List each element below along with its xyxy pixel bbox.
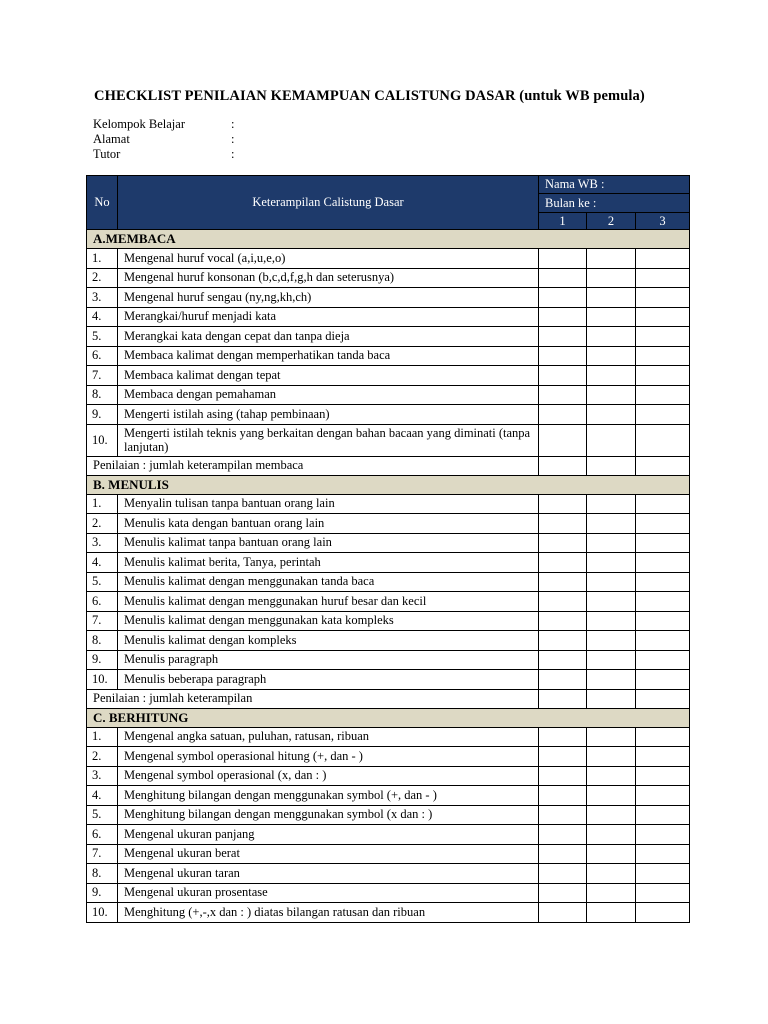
check-cell-month-1[interactable] bbox=[539, 268, 587, 288]
check-cell-month-1[interactable] bbox=[539, 611, 587, 631]
check-cell-month-3[interactable] bbox=[636, 405, 690, 425]
table-row bbox=[87, 592, 690, 612]
check-cell-month-3[interactable] bbox=[636, 864, 690, 884]
check-cell-month-3[interactable] bbox=[636, 553, 690, 573]
penilaian-cell-month-3[interactable] bbox=[636, 689, 690, 708]
check-cell-month-2[interactable] bbox=[587, 786, 636, 806]
item-number: 4. bbox=[87, 553, 118, 573]
table-row bbox=[87, 327, 690, 347]
item-number: 7. bbox=[87, 611, 118, 631]
item-skill-text: Mengerti istilah asing (tahap pembinaan) bbox=[118, 405, 539, 425]
table-row bbox=[87, 747, 690, 767]
item-skill-text: Menulis beberapa paragraph bbox=[118, 670, 539, 690]
check-cell-month-1[interactable] bbox=[539, 327, 587, 347]
check-cell-month-1[interactable] bbox=[539, 249, 587, 269]
check-cell-month-1[interactable] bbox=[539, 825, 587, 845]
check-cell-month-3[interactable] bbox=[636, 903, 690, 923]
item-number: 5. bbox=[87, 805, 118, 825]
table-row bbox=[87, 903, 690, 923]
table-row bbox=[87, 268, 690, 288]
section-header-row bbox=[87, 230, 690, 249]
check-cell-month-3[interactable] bbox=[636, 650, 690, 670]
item-skill-text: Menulis kalimat dengan menggunakan huruf besar dan kecil bbox=[118, 592, 539, 612]
table-row bbox=[87, 514, 690, 534]
item-skill-text: Menulis kalimat berita, Tanya, perintah bbox=[118, 553, 539, 573]
item-skill-text: Merangkai/huruf menjadi kata bbox=[118, 307, 539, 327]
check-cell-month-2[interactable] bbox=[587, 424, 636, 456]
penilaian-row bbox=[87, 689, 690, 708]
item-number: 9. bbox=[87, 883, 118, 903]
check-cell-month-3[interactable] bbox=[636, 533, 690, 553]
check-cell-month-2[interactable] bbox=[587, 883, 636, 903]
item-number: 3. bbox=[87, 533, 118, 553]
item-skill-text: Menulis kata dengan bantuan orang lain bbox=[118, 514, 539, 534]
check-cell-month-1[interactable] bbox=[539, 727, 587, 747]
check-cell-month-2[interactable] bbox=[587, 766, 636, 786]
check-cell-month-3[interactable] bbox=[636, 249, 690, 269]
check-cell-month-3[interactable] bbox=[636, 327, 690, 347]
check-cell-month-3[interactable] bbox=[636, 825, 690, 845]
item-skill-text: Mengenal ukuran taran bbox=[118, 864, 539, 884]
table-row bbox=[87, 805, 690, 825]
item-skill-text: Menulis paragraph bbox=[118, 650, 539, 670]
check-cell-month-1[interactable] bbox=[539, 514, 587, 534]
check-cell-month-3[interactable] bbox=[636, 883, 690, 903]
check-cell-month-3[interactable] bbox=[636, 366, 690, 386]
check-cell-month-1[interactable] bbox=[539, 572, 587, 592]
table-row bbox=[87, 864, 690, 884]
check-cell-month-3[interactable] bbox=[636, 288, 690, 308]
check-cell-month-2[interactable] bbox=[587, 288, 636, 308]
check-cell-month-3[interactable] bbox=[636, 844, 690, 864]
check-cell-month-3[interactable] bbox=[636, 727, 690, 747]
table-row bbox=[87, 385, 690, 405]
table-row bbox=[87, 844, 690, 864]
check-cell-month-2[interactable] bbox=[587, 864, 636, 884]
check-cell-month-2[interactable] bbox=[587, 611, 636, 631]
check-cell-month-1[interactable] bbox=[539, 533, 587, 553]
check-cell-month-1[interactable] bbox=[539, 631, 587, 651]
meta-row-alamat bbox=[93, 132, 235, 147]
check-cell-month-3[interactable] bbox=[636, 424, 690, 456]
item-number: 10. bbox=[87, 670, 118, 690]
check-cell-month-1[interactable] bbox=[539, 385, 587, 405]
table-body bbox=[87, 230, 690, 923]
item-skill-text: Menulis kalimat dengan kompleks bbox=[118, 631, 539, 651]
check-cell-month-3[interactable] bbox=[636, 346, 690, 366]
item-number: 7. bbox=[87, 844, 118, 864]
check-cell-month-1[interactable] bbox=[539, 424, 587, 456]
document-title: CHECKLIST PENILAIAN KEMAMPUAN CALISTUNG DASAR (untuk WB pemula) bbox=[94, 88, 645, 104]
item-skill-text: Mengenal huruf sengau (ny,ng,kh,ch) bbox=[118, 288, 539, 308]
table-row bbox=[87, 631, 690, 651]
check-cell-month-2[interactable] bbox=[587, 533, 636, 553]
penilaian-cell-month-1[interactable] bbox=[539, 689, 587, 708]
item-number: 5. bbox=[87, 327, 118, 347]
item-number: 3. bbox=[87, 766, 118, 786]
check-cell-month-2[interactable] bbox=[587, 346, 636, 366]
check-cell-month-2[interactable] bbox=[587, 747, 636, 767]
penilaian-cell-month-2[interactable] bbox=[587, 689, 636, 708]
item-skill-text: Mengenal symbol operasional (x, dan : ) bbox=[118, 766, 539, 786]
penilaian-row bbox=[87, 456, 690, 475]
item-skill-text: Mengenal ukuran panjang bbox=[118, 825, 539, 845]
penilaian-cell-month-2[interactable] bbox=[587, 456, 636, 475]
check-cell-month-1[interactable] bbox=[539, 494, 587, 514]
item-skill-text: Mengenal huruf konsonan (b,c,d,f,g,h dan seterusnya) bbox=[118, 268, 539, 288]
meta-label: Tutor bbox=[93, 147, 121, 161]
table-row bbox=[87, 405, 690, 425]
check-cell-month-3[interactable] bbox=[636, 786, 690, 806]
check-cell-month-1[interactable] bbox=[539, 366, 587, 386]
item-number: 2. bbox=[87, 268, 118, 288]
check-cell-month-1[interactable] bbox=[539, 766, 587, 786]
item-number: 6. bbox=[87, 592, 118, 612]
item-skill-text: Mengenal symbol operasional hitung (+, dan - ) bbox=[118, 747, 539, 767]
penilaian-cell-month-3[interactable] bbox=[636, 456, 690, 475]
check-cell-month-2[interactable] bbox=[587, 903, 636, 923]
check-cell-month-2[interactable] bbox=[587, 366, 636, 386]
table-row bbox=[87, 883, 690, 903]
item-skill-text: Merangkai kata dengan cepat dan tanpa dieja bbox=[118, 327, 539, 347]
check-cell-month-3[interactable] bbox=[636, 572, 690, 592]
check-cell-month-1[interactable] bbox=[539, 883, 587, 903]
item-skill-text: Membaca kalimat dengan tepat bbox=[118, 366, 539, 386]
check-cell-month-1[interactable] bbox=[539, 288, 587, 308]
table-row bbox=[87, 424, 690, 456]
header-no: No bbox=[87, 176, 118, 230]
item-number: 8. bbox=[87, 864, 118, 884]
meta-row-tutor bbox=[93, 147, 235, 162]
check-cell-month-1[interactable] bbox=[539, 670, 587, 690]
meta-block bbox=[93, 117, 235, 162]
check-cell-month-1[interactable] bbox=[539, 346, 587, 366]
item-skill-text: Membaca dengan pemahaman bbox=[118, 385, 539, 405]
check-cell-month-2[interactable] bbox=[587, 631, 636, 651]
check-cell-month-3[interactable] bbox=[636, 307, 690, 327]
table-row bbox=[87, 670, 690, 690]
penilaian-cell-month-1[interactable] bbox=[539, 456, 587, 475]
meta-label: Alamat bbox=[93, 132, 130, 146]
table-row bbox=[87, 494, 690, 514]
item-number: 8. bbox=[87, 631, 118, 651]
item-skill-text: Mengenal ukuran prosentase bbox=[118, 883, 539, 903]
check-cell-month-2[interactable] bbox=[587, 805, 636, 825]
meta-label: Kelompok Belajar bbox=[93, 117, 185, 131]
item-number: 6. bbox=[87, 825, 118, 845]
meta-colon: : bbox=[231, 132, 235, 146]
check-cell-month-3[interactable] bbox=[636, 611, 690, 631]
penilaian-label: Penilaian : jumlah keterampilan bbox=[87, 689, 539, 708]
check-cell-month-1[interactable] bbox=[539, 553, 587, 573]
check-cell-month-1[interactable] bbox=[539, 805, 587, 825]
check-cell-month-2[interactable] bbox=[587, 405, 636, 425]
check-cell-month-2[interactable] bbox=[587, 670, 636, 690]
table-row bbox=[87, 766, 690, 786]
check-cell-month-1[interactable] bbox=[539, 864, 587, 884]
item-number: 10. bbox=[87, 424, 118, 456]
item-skill-text: Mengenal angka satuan, puluhan, ratusan, ribuan bbox=[118, 727, 539, 747]
penilaian-label: Penilaian : jumlah keterampilan membaca bbox=[87, 456, 539, 475]
table-row bbox=[87, 366, 690, 386]
header-bulan-ke: Bulan ke : bbox=[539, 194, 690, 213]
item-number: 9. bbox=[87, 650, 118, 670]
item-number: 4. bbox=[87, 307, 118, 327]
check-cell-month-2[interactable] bbox=[587, 825, 636, 845]
item-number: 6. bbox=[87, 346, 118, 366]
check-cell-month-3[interactable] bbox=[636, 805, 690, 825]
item-skill-text: Menyalin tulisan tanpa bantuan orang lain bbox=[118, 494, 539, 514]
table-row bbox=[87, 825, 690, 845]
table-row bbox=[87, 611, 690, 631]
check-cell-month-1[interactable] bbox=[539, 903, 587, 923]
check-cell-month-1[interactable] bbox=[539, 786, 587, 806]
check-cell-month-2[interactable] bbox=[587, 268, 636, 288]
item-skill-text: Mengerti istilah teknis yang berkaitan dengan bahan bacaan yang diminati (tanpa lanjutan) bbox=[118, 424, 539, 456]
check-cell-month-3[interactable] bbox=[636, 385, 690, 405]
item-number: 1. bbox=[87, 494, 118, 514]
check-cell-month-2[interactable] bbox=[587, 385, 636, 405]
check-cell-month-3[interactable] bbox=[636, 631, 690, 651]
check-cell-month-2[interactable] bbox=[587, 844, 636, 864]
table-row bbox=[87, 307, 690, 327]
section-title: B. MENULIS bbox=[87, 475, 690, 494]
item-number: 2. bbox=[87, 747, 118, 767]
header-skill: Keterampilan Calistung Dasar bbox=[118, 176, 539, 230]
check-cell-month-3[interactable] bbox=[636, 268, 690, 288]
check-cell-month-2[interactable] bbox=[587, 327, 636, 347]
header-month-3: 3 bbox=[636, 213, 690, 230]
item-skill-text: Menghitung (+,-,x dan : ) diatas bilangan ratusan dan ribuan bbox=[118, 903, 539, 923]
check-cell-month-3[interactable] bbox=[636, 670, 690, 690]
check-cell-month-3[interactable] bbox=[636, 514, 690, 534]
item-skill-text: Menulis kalimat dengan menggunakan kata kompleks bbox=[118, 611, 539, 631]
meta-colon: : bbox=[231, 117, 235, 131]
check-cell-month-1[interactable] bbox=[539, 307, 587, 327]
item-number: 2. bbox=[87, 514, 118, 534]
table-row bbox=[87, 553, 690, 573]
section-header-row bbox=[87, 708, 690, 727]
item-number: 1. bbox=[87, 249, 118, 269]
check-cell-month-2[interactable] bbox=[587, 650, 636, 670]
check-cell-month-2[interactable] bbox=[587, 727, 636, 747]
check-cell-month-2[interactable] bbox=[587, 514, 636, 534]
table-row bbox=[87, 533, 690, 553]
check-cell-month-2[interactable] bbox=[587, 494, 636, 514]
item-skill-text: Menulis kalimat dengan menggunakan tanda baca bbox=[118, 572, 539, 592]
table-row bbox=[87, 249, 690, 269]
item-skill-text: Menulis kalimat tanpa bantuan orang lain bbox=[118, 533, 539, 553]
section-title: C. BERHITUNG bbox=[87, 708, 690, 727]
check-cell-month-2[interactable] bbox=[587, 307, 636, 327]
check-cell-month-1[interactable] bbox=[539, 650, 587, 670]
check-cell-month-2[interactable] bbox=[587, 553, 636, 573]
table-row bbox=[87, 786, 690, 806]
header-month-1: 1 bbox=[539, 213, 587, 230]
check-cell-month-3[interactable] bbox=[636, 766, 690, 786]
table-row bbox=[87, 727, 690, 747]
item-number: 9. bbox=[87, 405, 118, 425]
item-skill-text: Mengenal ukuran berat bbox=[118, 844, 539, 864]
table-row bbox=[87, 572, 690, 592]
item-skill-text: Menghitung bilangan dengan menggunakan symbol (+, dan - ) bbox=[118, 786, 539, 806]
item-skill-text: Mengenal huruf vocal (a,i,u,e,o) bbox=[118, 249, 539, 269]
header-month-2: 2 bbox=[587, 213, 636, 230]
section-title: A.MEMBACA bbox=[87, 230, 690, 249]
meta-colon: : bbox=[231, 147, 235, 161]
table-row bbox=[87, 288, 690, 308]
item-number: 10. bbox=[87, 903, 118, 923]
section-header-row bbox=[87, 475, 690, 494]
check-cell-month-1[interactable] bbox=[539, 592, 587, 612]
check-cell-month-3[interactable] bbox=[636, 592, 690, 612]
check-cell-month-2[interactable] bbox=[587, 592, 636, 612]
check-cell-month-3[interactable] bbox=[636, 494, 690, 514]
item-number: 4. bbox=[87, 786, 118, 806]
item-skill-text: Membaca kalimat dengan memperhatikan tanda baca bbox=[118, 346, 539, 366]
item-number: 8. bbox=[87, 385, 118, 405]
check-cell-month-2[interactable] bbox=[587, 249, 636, 269]
check-cell-month-1[interactable] bbox=[539, 405, 587, 425]
item-number: 3. bbox=[87, 288, 118, 308]
table-row bbox=[87, 346, 690, 366]
check-cell-month-1[interactable] bbox=[539, 844, 587, 864]
checklist-table bbox=[86, 175, 690, 923]
table-row bbox=[87, 650, 690, 670]
item-number: 5. bbox=[87, 572, 118, 592]
meta-row-kelompok bbox=[93, 117, 235, 132]
check-cell-month-2[interactable] bbox=[587, 572, 636, 592]
item-number: 7. bbox=[87, 366, 118, 386]
header-nama-wb: Nama WB : bbox=[539, 176, 690, 194]
check-cell-month-1[interactable] bbox=[539, 747, 587, 767]
item-skill-text: Menghitung bilangan dengan menggunakan symbol (x dan : ) bbox=[118, 805, 539, 825]
item-number: 1. bbox=[87, 727, 118, 747]
check-cell-month-3[interactable] bbox=[636, 747, 690, 767]
